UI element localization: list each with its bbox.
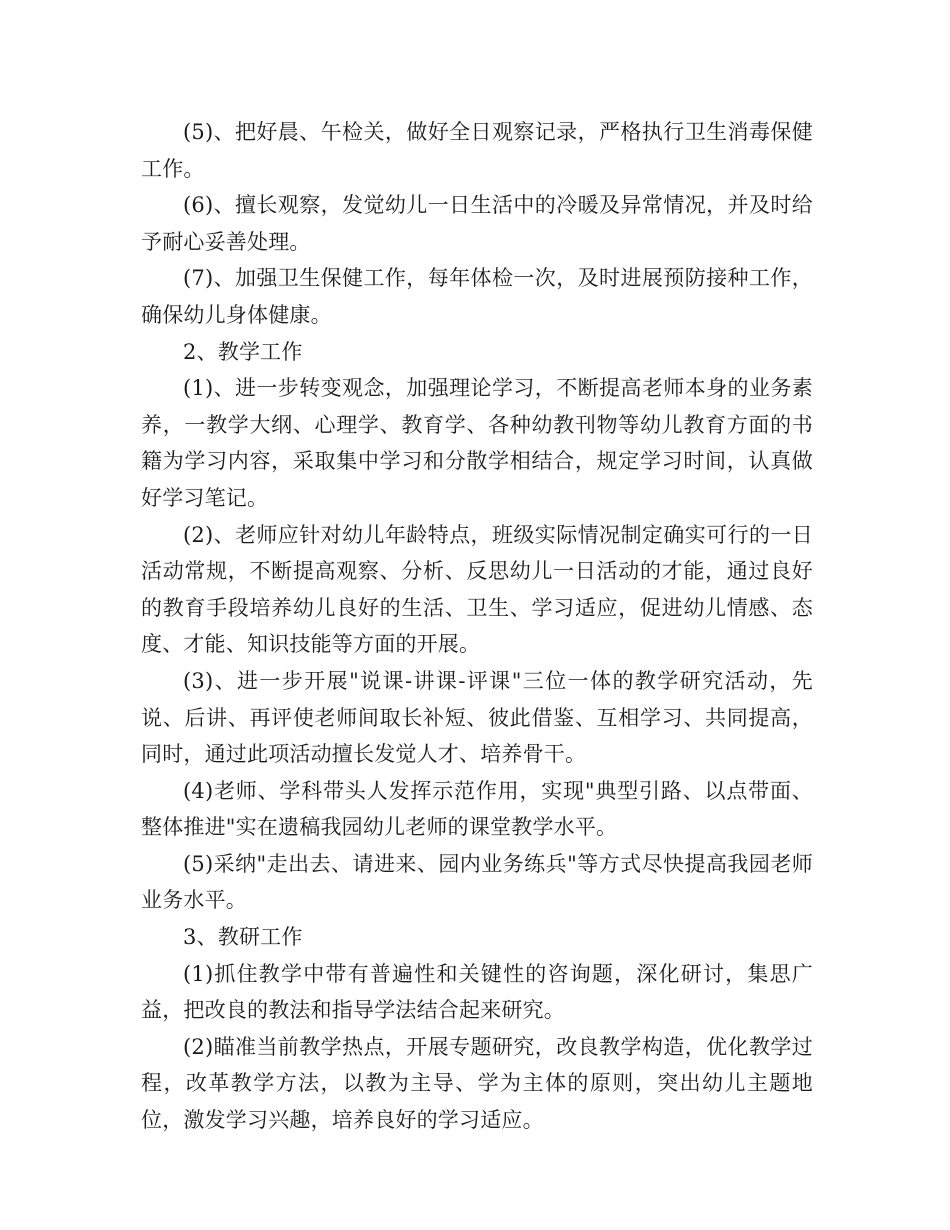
paragraph-health-7: (7)、加强卫生保健工作，每年体检一次，及时进展预防接种工作，确保幼儿身体健康。 (141, 266, 813, 327)
section-heading-teaching: 2、教学工作 (183, 339, 303, 364)
paragraph-research-1: (1)抓住教学中带有普遍性和关键性的咨询题，深化研讨，集思广益，把改良的教法和指导学法结合起来研究。 (141, 961, 813, 1023)
paragraph-teaching-4: (4)老师、学科带头人发挥示范作用，实现"典型引路、以点带面、整体推进"实在遗稿我园幼儿老师的课堂教学水平。 (141, 778, 813, 840)
paragraph-teaching-5: (5)采纳"走出去、请进来、园内业务练兵"等方式尽快提高我园老师业务水平。 (141, 851, 813, 913)
paragraph-research-2: (2)瞄准当前教学热点，开展专题研究，改良教学构造，优化教学过程，改革教学方法，以教为主导、学为主体的原则，突出幼儿主题地位，激发学习兴趣，培养良好的学习适应。 (141, 1034, 813, 1133)
section-heading-research: 3、教研工作 (183, 925, 303, 950)
paragraph-health-6: (6)、擅长观察，发觉幼儿一日生活中的冷暖及异常情况，并及时给予耐心妥善处理。 (141, 193, 813, 254)
document-body (141, 114, 813, 1139)
paragraph-teaching-1: (1)、进一步转变观念，加强理论学习，不断提高老师本身的业务素养，一教学大纲、心理学、教育学、各种幼教刊物等幼儿教育方面的书籍为学习内容，采取集中学习和分散学相结合，规定学习时间，认真做好学习笔记。 (141, 376, 813, 510)
paragraph-health-5: (5)、把好晨、午检关，做好全日观察记录，严格执行卫生消毒保健工作。 (141, 120, 813, 181)
paragraph-teaching-3: (3)、进一步开展"说课-讲课-评课"三位一体的教学研究活动，先说、后讲、再评使老师间取长补短、彼此借鉴、互相学习、共同提高，同时，通过此项活动擅长发觉人才、培养骨干。 (141, 668, 813, 767)
paragraph-teaching-2: (2)、老师应针对幼儿年龄特点，班级实际情况制定确实可行的一日活动常规，不断提高观察、分析、反思幼儿一日活动的才能，通过良好的教育手段培养幼儿良好的生活、卫生、学习适应，促进幼儿情感、态度、才能、知识技能等方面的开展。 (141, 522, 813, 657)
